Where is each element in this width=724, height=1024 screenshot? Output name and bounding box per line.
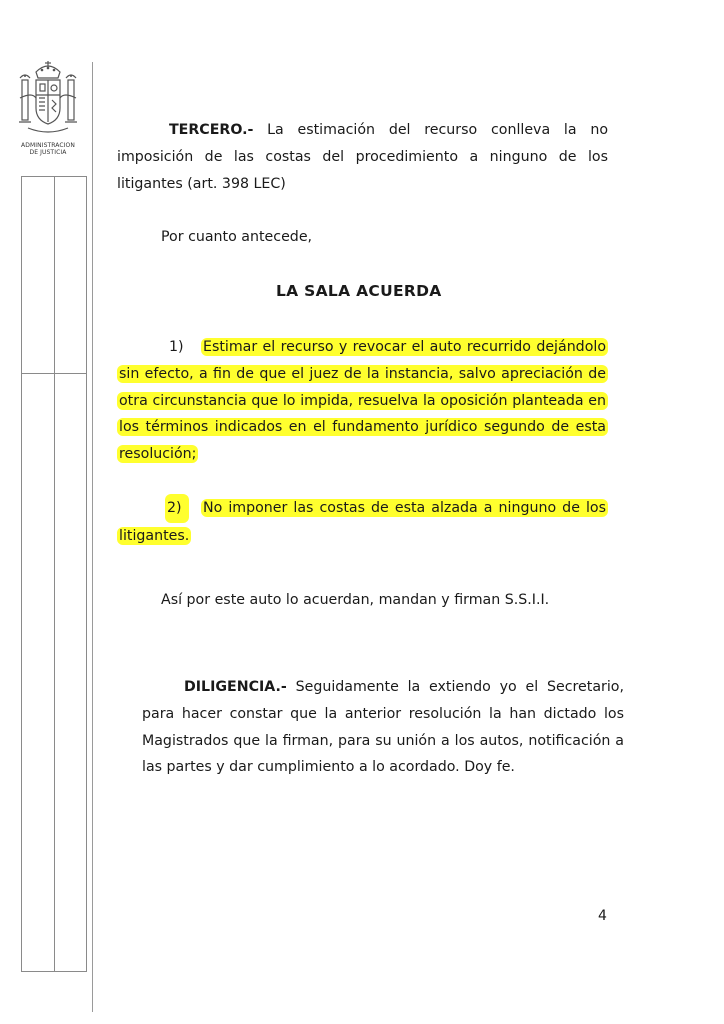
margin-box-column-divider: [54, 177, 55, 971]
margin-rule: [92, 62, 93, 1012]
diligencia-paragraph: [142, 674, 624, 781]
page-number: 4: [598, 908, 607, 924]
margin-box: [21, 176, 87, 972]
tercero-paragraph: [117, 117, 608, 197]
coat-of-arms-icon: [12, 58, 84, 140]
closing-line: Así por este auto lo acuerdan, mandan y firman S.S.I.I.: [161, 592, 550, 608]
margin-box-row-divider: [22, 373, 86, 374]
tercero-label: TERCERO.-: [169, 122, 254, 138]
item-2-text: No imponer las costas de esta alzada a ninguno de los litigantes.: [119, 500, 606, 544]
diligencia-text: Seguidamente la extiendo yo el Secretario, para hacer constar que la anterior resolución la han dictado los Magistrados que la firman, para su unión a los autos, notificación a las partes y dar cumplimiento a lo acordado. Doy fe.: [142, 679, 624, 776]
item-2-number: 2): [165, 494, 189, 523]
por-cuanto-line: Por cuanto antecede,: [161, 229, 313, 245]
resolution-item-2: [117, 494, 608, 550]
tercero-text: La estimación del recurso conlleva la no imposición de las costas del procedimiento a ninguno de los litigantes (art. 398 LEC): [117, 122, 608, 192]
item-1-text: Estimar el recurso y revocar el auto recurrido dejándolo sin efecto, a fin de que el juez de la instancia, salvo apreciación de otra circunstancia que lo impida, resuelva la oposición planteada en los términos indicados en el fundamento jurídico segundo de esta resolución;: [119, 339, 606, 463]
institution-caption: ADMINISTRACION DE JUSTICIA: [21, 142, 75, 156]
resolution-item-1: [117, 334, 608, 468]
item-1-number: 1): [169, 339, 184, 355]
resolution-heading: LA SALA ACUERDA: [276, 282, 442, 300]
diligencia-label: DILIGENCIA.-: [184, 679, 287, 695]
